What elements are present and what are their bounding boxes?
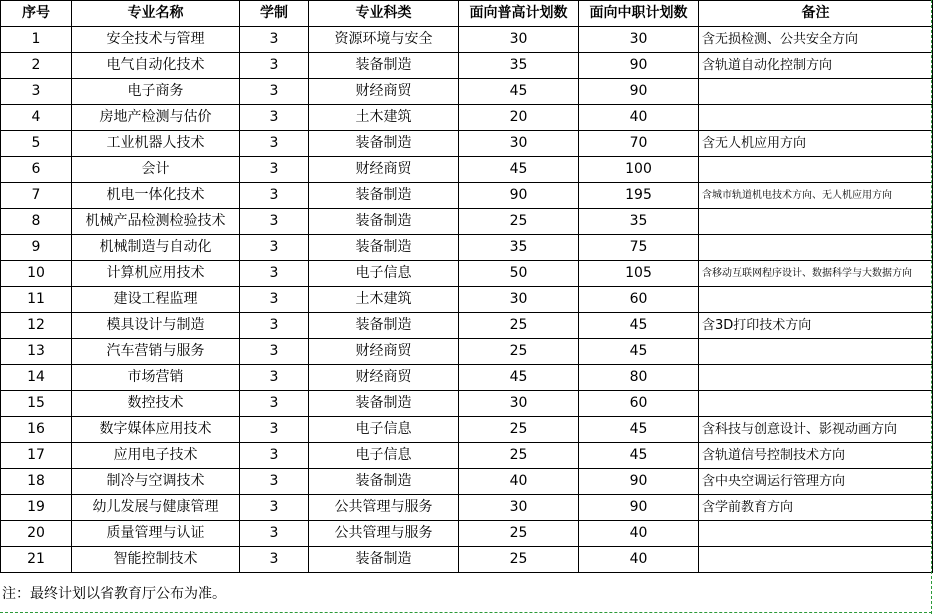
table-row	[1, 339, 933, 365]
cell-remarks[interactable]	[699, 157, 933, 183]
cell-remarks[interactable]	[699, 547, 933, 573]
cell-index[interactable]: 2	[1, 53, 72, 79]
cell-remarks[interactable]: 含无人机应用方向	[699, 131, 933, 157]
cell-duration[interactable]: 3	[240, 131, 309, 157]
table-row	[1, 183, 933, 209]
cell-duration[interactable]: 3	[240, 287, 309, 313]
cell-major[interactable]: 计算机应用技术	[72, 261, 240, 287]
cell-duration[interactable]: 3	[240, 443, 309, 469]
cell-remarks[interactable]	[699, 235, 933, 261]
cell-index[interactable]: 19	[1, 495, 72, 521]
cell-category[interactable]: 装备制造	[309, 131, 459, 157]
cell-vocational-plan[interactable]: 40	[579, 105, 699, 131]
table-row	[1, 547, 933, 573]
cell-index[interactable]: 8	[1, 209, 72, 235]
cell-highschool-plan[interactable]: 25	[459, 209, 579, 235]
cell-category[interactable]: 装备制造	[309, 53, 459, 79]
cell-category[interactable]: 财经商贸	[309, 157, 459, 183]
cell-vocational-plan[interactable]: 100	[579, 157, 699, 183]
cell-vocational-plan[interactable]: 90	[579, 79, 699, 105]
cell-major[interactable]: 房地产检测与估价	[72, 105, 240, 131]
cell-vocational-plan[interactable]: 45	[579, 443, 699, 469]
page-break-line-horizontal	[0, 612, 932, 613]
cell-highschool-plan[interactable]: 25	[459, 339, 579, 365]
cell-duration[interactable]: 3	[240, 365, 309, 391]
cell-index[interactable]: 14	[1, 365, 72, 391]
cell-duration[interactable]: 3	[240, 183, 309, 209]
cell-highschool-plan[interactable]: 25	[459, 313, 579, 339]
cell-index[interactable]: 15	[1, 391, 72, 417]
cell-category[interactable]: 装备制造	[309, 235, 459, 261]
cell-highschool-plan[interactable]: 30	[459, 287, 579, 313]
page-break-line-vertical	[931, 0, 932, 614]
cell-remarks[interactable]: 含3D打印技术方向	[699, 313, 933, 339]
cell-remarks[interactable]: 含轨道信号控制技术方向	[699, 443, 933, 469]
cell-highschool-plan[interactable]: 25	[459, 521, 579, 547]
cell-index[interactable]: 11	[1, 287, 72, 313]
table-row	[1, 235, 933, 261]
cell-index[interactable]: 21	[1, 547, 72, 573]
cell-duration[interactable]: 3	[240, 391, 309, 417]
table-row	[1, 365, 933, 391]
header-cell-remarks[interactable]: 备注	[699, 1, 933, 27]
cell-duration[interactable]: 3	[240, 313, 309, 339]
cell-major[interactable]: 数字媒体应用技术	[72, 417, 240, 443]
header-cell-vocational-plan[interactable]: 面向中职计划数	[579, 1, 699, 27]
cell-vocational-plan[interactable]: 45	[579, 417, 699, 443]
cell-major[interactable]: 应用电子技术	[72, 443, 240, 469]
cell-category[interactable]: 装备制造	[309, 313, 459, 339]
cell-category[interactable]: 电子信息	[309, 261, 459, 287]
cell-category[interactable]: 土木建筑	[309, 105, 459, 131]
cell-remarks[interactable]: 含学前教育方向	[699, 495, 933, 521]
cell-vocational-plan[interactable]: 40	[579, 521, 699, 547]
cell-highschool-plan[interactable]: 50	[459, 261, 579, 287]
header-cell-category[interactable]: 专业科类	[309, 1, 459, 27]
cell-duration[interactable]: 3	[240, 495, 309, 521]
cell-highschool-plan[interactable]: 35	[459, 235, 579, 261]
cell-index[interactable]: 16	[1, 417, 72, 443]
cell-remarks[interactable]	[699, 287, 933, 313]
table-row	[1, 53, 933, 79]
cell-duration[interactable]: 3	[240, 79, 309, 105]
cell-major[interactable]: 模具设计与制造	[72, 313, 240, 339]
cell-highschool-plan[interactable]: 90	[459, 183, 579, 209]
cell-category[interactable]: 装备制造	[309, 469, 459, 495]
cell-remarks[interactable]: 含移动互联网程序设计、数据科学与大数据方向	[699, 261, 933, 287]
header-cell-index[interactable]: 序号	[1, 1, 72, 27]
cell-category[interactable]: 装备制造	[309, 209, 459, 235]
cell-vocational-plan[interactable]: 35	[579, 209, 699, 235]
cell-vocational-plan[interactable]: 90	[579, 469, 699, 495]
cell-duration[interactable]: 3	[240, 209, 309, 235]
cell-highschool-plan[interactable]: 45	[459, 157, 579, 183]
cell-category[interactable]: 公共管理与服务	[309, 495, 459, 521]
footnote: 注：最终计划以省教育厅公布为准。	[2, 586, 226, 602]
cell-highschool-plan[interactable]: 40	[459, 469, 579, 495]
cell-major[interactable]: 汽车营销与服务	[72, 339, 240, 365]
cell-index[interactable]: 4	[1, 105, 72, 131]
cell-major[interactable]: 机械产品检测检验技术	[72, 209, 240, 235]
table-row	[1, 79, 933, 105]
cell-remarks[interactable]: 含城市轨道机电技术方向、无人机应用方向	[699, 183, 933, 209]
cell-major[interactable]: 会计	[72, 157, 240, 183]
cell-duration[interactable]: 3	[240, 235, 309, 261]
header-cell-duration[interactable]: 学制	[240, 1, 309, 27]
cell-duration[interactable]: 3	[240, 417, 309, 443]
cell-highschool-plan[interactable]: 30	[459, 391, 579, 417]
cell-category[interactable]: 电子信息	[309, 417, 459, 443]
cell-category[interactable]: 装备制造	[309, 547, 459, 573]
cell-vocational-plan[interactable]: 45	[579, 313, 699, 339]
table-row	[1, 521, 933, 547]
cell-vocational-plan[interactable]: 195	[579, 183, 699, 209]
cell-category[interactable]: 财经商贸	[309, 79, 459, 105]
table-row	[1, 469, 933, 495]
cell-remarks[interactable]: 含轨道自动化控制方向	[699, 53, 933, 79]
cell-index[interactable]: 5	[1, 131, 72, 157]
cell-highschool-plan[interactable]: 20	[459, 105, 579, 131]
cell-duration[interactable]: 3	[240, 27, 309, 53]
table-row	[1, 209, 933, 235]
table-row	[1, 131, 933, 157]
cell-remarks[interactable]: 含无损检测、公共安全方向	[699, 27, 933, 53]
cell-highschool-plan[interactable]: 45	[459, 365, 579, 391]
cell-major[interactable]: 工业机器人技术	[72, 131, 240, 157]
table-row	[1, 391, 933, 417]
cell-vocational-plan[interactable]: 60	[579, 391, 699, 417]
cell-remarks[interactable]	[699, 391, 933, 417]
cell-index[interactable]: 10	[1, 261, 72, 287]
cell-major[interactable]: 市场营销	[72, 365, 240, 391]
cell-vocational-plan[interactable]: 105	[579, 261, 699, 287]
cell-vocational-plan[interactable]: 80	[579, 365, 699, 391]
cell-vocational-plan[interactable]: 45	[579, 339, 699, 365]
cell-highschool-plan[interactable]: 35	[459, 53, 579, 79]
table-header-row	[1, 1, 933, 27]
cell-index[interactable]: 6	[1, 157, 72, 183]
cell-category[interactable]: 公共管理与服务	[309, 521, 459, 547]
cell-vocational-plan[interactable]: 90	[579, 495, 699, 521]
cell-duration[interactable]: 3	[240, 521, 309, 547]
cell-major[interactable]: 智能控制技术	[72, 547, 240, 573]
cell-index[interactable]: 3	[1, 79, 72, 105]
cell-vocational-plan[interactable]: 30	[579, 27, 699, 53]
cell-index[interactable]: 17	[1, 443, 72, 469]
cell-major[interactable]: 电气自动化技术	[72, 53, 240, 79]
header-cell-major[interactable]: 专业名称	[72, 1, 240, 27]
cell-category[interactable]: 资源环境与安全	[309, 27, 459, 53]
table-row	[1, 313, 933, 339]
cell-vocational-plan[interactable]: 40	[579, 547, 699, 573]
cell-index[interactable]: 13	[1, 339, 72, 365]
cell-category[interactable]: 装备制造	[309, 391, 459, 417]
cell-major[interactable]: 制冷与空调技术	[72, 469, 240, 495]
cell-index[interactable]: 12	[1, 313, 72, 339]
table-row	[1, 495, 933, 521]
cell-category[interactable]: 土木建筑	[309, 287, 459, 313]
cell-remarks[interactable]	[699, 209, 933, 235]
cell-highschool-plan[interactable]: 25	[459, 443, 579, 469]
cell-major[interactable]: 幼儿发展与健康管理	[72, 495, 240, 521]
cell-duration[interactable]: 3	[240, 261, 309, 287]
cell-vocational-plan[interactable]: 90	[579, 53, 699, 79]
cell-remarks[interactable]	[699, 521, 933, 547]
cell-index[interactable]: 9	[1, 235, 72, 261]
table-row	[1, 417, 933, 443]
cell-vocational-plan[interactable]: 60	[579, 287, 699, 313]
cell-highschool-plan[interactable]: 30	[459, 495, 579, 521]
cell-major[interactable]: 质量管理与认证	[72, 521, 240, 547]
cell-duration[interactable]: 3	[240, 105, 309, 131]
cell-remarks[interactable]	[699, 79, 933, 105]
cell-remarks[interactable]: 含中央空调运行管理方向	[699, 469, 933, 495]
cell-index[interactable]: 20	[1, 521, 72, 547]
cell-duration[interactable]: 3	[240, 469, 309, 495]
cell-duration[interactable]: 3	[240, 339, 309, 365]
table-row	[1, 105, 933, 131]
cell-highschool-plan[interactable]: 45	[459, 79, 579, 105]
cell-highschool-plan[interactable]: 25	[459, 417, 579, 443]
cell-remarks[interactable]	[699, 105, 933, 131]
cell-vocational-plan[interactable]: 70	[579, 131, 699, 157]
cell-duration[interactable]: 3	[240, 53, 309, 79]
table-body	[1, 27, 933, 573]
cell-vocational-plan[interactable]: 75	[579, 235, 699, 261]
cell-duration[interactable]: 3	[240, 547, 309, 573]
cell-category[interactable]: 财经商贸	[309, 339, 459, 365]
cell-major[interactable]: 安全技术与管理	[72, 27, 240, 53]
cell-highschool-plan[interactable]: 30	[459, 27, 579, 53]
cell-remarks[interactable]: 含科技与创意设计、影视动画方向	[699, 417, 933, 443]
cell-highschool-plan[interactable]: 25	[459, 547, 579, 573]
cell-major[interactable]: 电子商务	[72, 79, 240, 105]
cell-index[interactable]: 7	[1, 183, 72, 209]
cell-major[interactable]: 建设工程监理	[72, 287, 240, 313]
cell-major[interactable]: 数控技术	[72, 391, 240, 417]
table-row	[1, 443, 933, 469]
cell-major[interactable]: 机电一体化技术	[72, 183, 240, 209]
cell-category[interactable]: 财经商贸	[309, 365, 459, 391]
cell-index[interactable]: 1	[1, 27, 72, 53]
cell-remarks[interactable]	[699, 365, 933, 391]
table-row	[1, 157, 933, 183]
cell-duration[interactable]: 3	[240, 157, 309, 183]
cell-remarks[interactable]	[699, 339, 933, 365]
cell-category[interactable]: 装备制造	[309, 183, 459, 209]
table-row	[1, 27, 933, 53]
table-row	[1, 287, 933, 313]
table-row	[1, 261, 933, 287]
cell-category[interactable]: 电子信息	[309, 443, 459, 469]
cell-index[interactable]: 18	[1, 469, 72, 495]
header-cell-highschool-plan[interactable]: 面向普高计划数	[459, 1, 579, 27]
cell-major[interactable]: 机械制造与自动化	[72, 235, 240, 261]
cell-highschool-plan[interactable]: 30	[459, 131, 579, 157]
